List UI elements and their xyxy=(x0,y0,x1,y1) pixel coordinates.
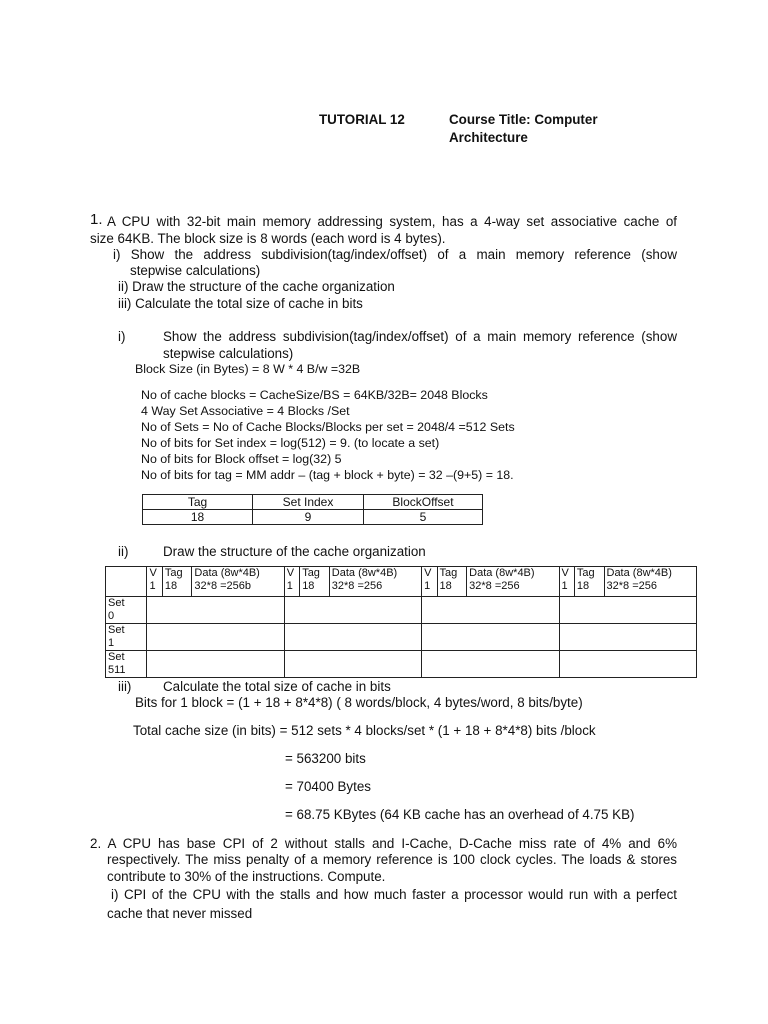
q2-line3: contribute to 30% of the instructions. Compute. xyxy=(107,869,386,884)
address-subdivision-table xyxy=(142,494,483,525)
data-header: Data (8w*4B) 32*8 =256 xyxy=(329,567,421,597)
part-i-label: i) xyxy=(118,329,126,344)
calc-line: No of cache blocks = CacheSize/BS = 64KB/32B= 2048 Blocks xyxy=(141,388,488,402)
table-cell-index-bits: 9 xyxy=(253,510,364,525)
q2-line5: cache that never missed xyxy=(107,906,253,921)
set-label: Set 511 xyxy=(106,651,147,678)
calc-line: 4 Way Set Associative = 4 Blocks /Set xyxy=(141,404,350,418)
corner-cell xyxy=(106,567,147,597)
way-cell xyxy=(147,624,284,651)
result-kbytes: = 68.75 KBytes (64 KB cache has an overhead of 4.75 KB) xyxy=(285,807,635,822)
tag-header: Tag 18 xyxy=(300,567,330,597)
set-label: Set 1 xyxy=(106,624,147,651)
part-iii-label: iii) xyxy=(118,679,132,694)
result-bits: = 563200 bits xyxy=(285,751,366,766)
tag-header: Tag 18 xyxy=(437,567,467,597)
q1-item-ii: ii) Draw the structure of the cache organization xyxy=(118,279,395,294)
calc-line: No of Sets = No of Cache Blocks/Blocks per set = 2048/4 =512 Sets xyxy=(141,420,515,434)
part-ii-title: Draw the structure of the cache organization xyxy=(163,544,426,559)
way-cell xyxy=(147,651,284,678)
q1-text-line1: A CPU with 32-bit main memory addressing system, has a 4-way set associative cache of xyxy=(107,214,677,229)
q1-number: 1. xyxy=(90,211,103,228)
way-cell xyxy=(284,624,421,651)
course-title-line1: Course Title: Computer xyxy=(449,112,598,127)
data-header: Data (8w*4B) 32*8 =256 xyxy=(467,567,559,597)
table-row xyxy=(106,597,697,624)
table-cell-offset-bits: 5 xyxy=(364,510,483,525)
part-ii-label: ii) xyxy=(118,544,129,559)
way-cell xyxy=(284,651,421,678)
way-cell xyxy=(422,624,559,651)
data-header: Data (8w*4B) 32*8 =256 xyxy=(604,567,697,597)
q2-line1: 2. A CPU has base CPI of 2 without stalls and I-Cache, D-Cache miss rate of 4% and 6% xyxy=(90,836,677,851)
calc-line: No of bits for tag = MM addr – (tag + block + byte) = 32 –(9+5) = 18. xyxy=(141,468,514,482)
block-size-line: Block Size (in Bytes) = 8 W * 4 B/w =32B xyxy=(135,362,361,376)
way-cell xyxy=(559,651,696,678)
valid-bit-header: V 1 xyxy=(559,567,574,597)
q2-line2: respectively. The miss penalty of a memory reference is 100 clock cycles. The loads & stores xyxy=(107,852,677,867)
tutorial-title: TUTORIAL 12 xyxy=(319,112,405,127)
table-row xyxy=(106,651,697,678)
data-header: Data (8w*4B) 32*8 =256b xyxy=(192,567,284,597)
set-label: Set 0 xyxy=(106,597,147,624)
valid-bit-header: V 1 xyxy=(422,567,437,597)
q1-text-line2: size 64KB. The block size is 8 words (each word is 4 bytes). xyxy=(90,231,446,246)
table-header-set-index: Set Index xyxy=(253,495,364,510)
table-row xyxy=(143,495,483,510)
way-cell xyxy=(559,597,696,624)
part-i-title-line2: stepwise calculations) xyxy=(163,346,294,361)
total-cache-size-line: Total cache size (in bits) = 512 sets * 4 blocks/set * (1 + 18 + 8*4*8) bits /block xyxy=(133,723,596,738)
valid-bit-header: V 1 xyxy=(284,567,299,597)
way-cell xyxy=(422,597,559,624)
calc-line: No of bits for Set index = log(512) = 9. (to locate a set) xyxy=(141,436,440,450)
cache-organization-table xyxy=(105,566,697,678)
table-row xyxy=(143,510,483,525)
way-cell xyxy=(422,651,559,678)
table-row xyxy=(106,567,697,597)
part-iii-title: Calculate the total size of cache in bits xyxy=(163,679,391,694)
table-cell-tag-bits: 18 xyxy=(143,510,253,525)
course-title-line2: Architecture xyxy=(449,130,528,145)
table-header-block-offset: BlockOffset xyxy=(364,495,483,510)
valid-bit-header: V 1 xyxy=(147,567,162,597)
way-cell xyxy=(284,597,421,624)
bits-per-block-line: Bits for 1 block = (1 + 18 + 8*4*8) ( 8 words/block, 4 bytes/word, 8 bits/byte) xyxy=(135,695,583,710)
calc-line: No of bits for Block offset = log(32) 5 xyxy=(141,452,342,466)
part-i-title-line1: Show the address subdivision(tag/index/offset) of a main memory reference (show xyxy=(163,329,677,344)
way-cell xyxy=(147,597,284,624)
q1-item-iii: iii) Calculate the total size of cache in bits xyxy=(118,296,363,311)
way-cell xyxy=(559,624,696,651)
tag-header: Tag 18 xyxy=(162,567,192,597)
q1-item-i-line1: i) Show the address subdivision(tag/index/offset) of a main memory reference (show xyxy=(113,247,677,262)
q1-item-i-line2: stepwise calculations) xyxy=(130,263,261,278)
tag-header: Tag 18 xyxy=(574,567,604,597)
q2-line4: i) CPI of the CPU with the stalls and how much faster a processor would run with a perfect xyxy=(111,887,677,902)
result-bytes: = 70400 Bytes xyxy=(285,779,371,794)
table-row xyxy=(106,624,697,651)
table-header-tag: Tag xyxy=(143,495,253,510)
